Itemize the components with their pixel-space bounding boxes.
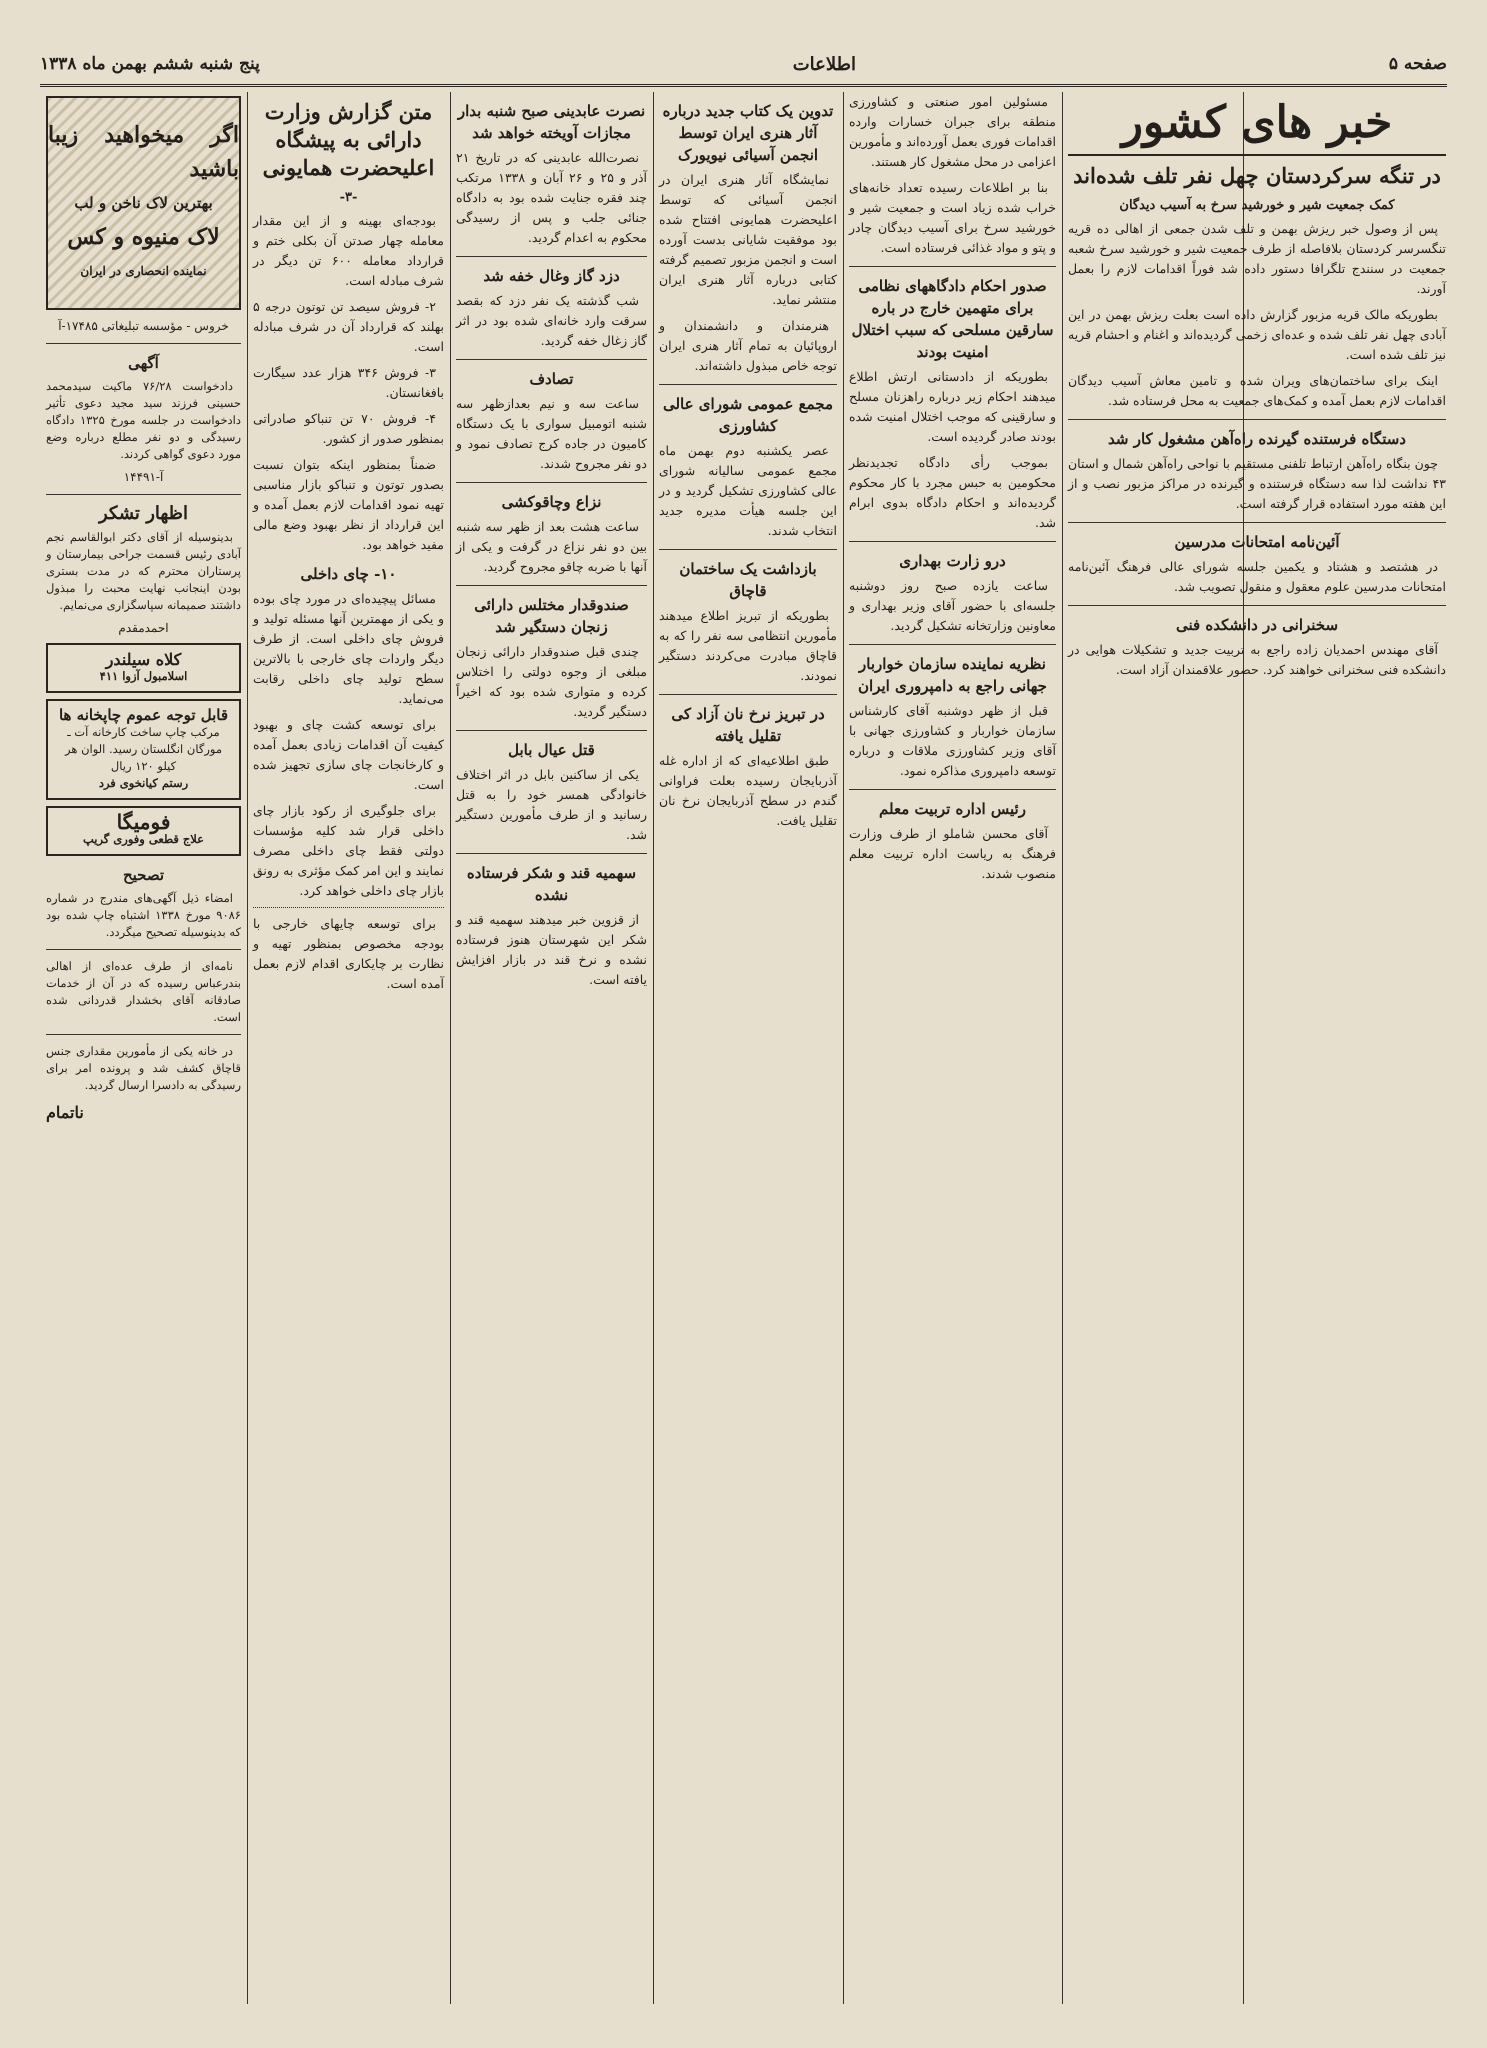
paragraph: امضاء ذیل آگهی‌های مندرج در شماره ۹۰۸۶ مورخ ۱۳۳۸ اشتباه چاپ شده بود که بدینوسیله تصحیح میگردد. xyxy=(46,891,241,939)
divider xyxy=(46,1034,241,1035)
paragraph: برای توسعه کشت چای و بهبود کیفیت آن اقدامات زیادی بعمل آمده و کارخانجات چای سازی تجهیز شده است. xyxy=(253,717,444,792)
paragraph: ساعت یازده صبح روز دوشنبه جلسه‌ای با حضور آقای وزیر بهداری و معاونین وزارتخانه تشکیل گردید. xyxy=(849,578,1056,633)
paragraph: طبق اطلاعیه‌ای که از اداره غله آذربایجان رسیده بعلت فراوانی گندم در سطح آذربایجان نرخ نان تقلیل یافت. xyxy=(659,753,837,828)
article-title: قتل عیال بابل xyxy=(508,741,595,759)
ad-body: مرکب چاپ ساخت کارخانه آت ـ مورگان انگلستان رسید. الوان هر کیلو ۱۲۰ ریال xyxy=(65,725,222,773)
article-title: مجمع عمومی شورای عالی کشاورزی xyxy=(662,395,833,435)
part-number: -۳- xyxy=(339,190,358,205)
ad-footer: رستم کیانخوی فرد xyxy=(98,776,189,790)
paragraph: چون بنگاه راه‌آهن ارتباط تلفنی مستقیم با نواحی راه‌آهن شمال و استان ۴۳ نداشت لذا سه دستگاه فرستنده و گیرنده در مراکز مزبور نصب و از این هفته مورد استفاده قرار گرفته است. xyxy=(1068,456,1446,511)
divider xyxy=(849,789,1056,790)
paragraph: ۴- فروش ۷۰ تن تنباکو صادراتی بمنظور صدور از کشور. xyxy=(253,411,444,446)
paragraph: بموجب رأی دادگاه تجدیدنظر محکومین به حبس مجرد با کار محکوم گردیده‌اند و احکام دادگاه بدوی ابرام شد. xyxy=(849,455,1056,530)
headline: در تنگه سرکردستان چهل نفر تلف شده‌اند xyxy=(1073,163,1441,188)
ad-title: فومیگا xyxy=(116,810,171,834)
notice-code: آ-۱۴۴۹۱ xyxy=(123,470,164,484)
ad-top-text: بهترین لاک ناخن و لب xyxy=(74,194,213,212)
article-title: متن گزارش وزارت دارائی به پیشگاه اعلیحضرت همایونی xyxy=(262,99,435,180)
divider xyxy=(456,256,647,257)
paragraph: هنرمندان و دانشمندان و اروپائیان به تمام آثار هنری ایران توجه خاص مبذول داشته‌اند. xyxy=(659,318,837,373)
article-title: سخنرانی در دانشکده فنی xyxy=(1175,616,1339,634)
paragraph: ۲- فروش سیصد تن توتون درجه ۵ بهلند که قرارداد آن در شرف مبادله است. xyxy=(253,299,444,354)
notice-title: آگهی xyxy=(128,354,159,372)
paragraph: پس از وصول خبر ریزش بهمن و تلف شدن جمعی از اهالی ده قریه تنگسرسر کردستان بلافاصله از طرف جمعیت شیر و خورشید سرخ شعبه جمعیت در سنندج تلگرافا دستور داده شد فوراً اقدامات لازم را بعمل آورند. xyxy=(1068,221,1446,296)
ad-slogan: اگر میخواهید زیبا باشید xyxy=(48,122,239,182)
paragraph: نمایشگاه آثار هنری ایران در انجمن آسیائی که توسط اعلیحضرت همایونی افتتاح شده بود موفقیت شایانی بدست آورده است و انجمن مزبور تصمیم گرفته کتابی درباره آثار هنری ایران منتشر نماید. xyxy=(659,172,837,307)
hat-ad xyxy=(46,643,241,693)
column-advertisements xyxy=(40,92,247,2008)
paragraph: اینک برای ساختمان‌های ویران شده و تامین معاش آسیب دیدگان اقدامات لازم بعمل آمده و کمک‌های جمعیت به محل فرستاده شد. xyxy=(1068,373,1446,408)
paragraph: بنا بر اطلاعات رسیده تعداد خانه‌های خراب شده زیاد است و جمعیت شیر و خورشید سرخ برای آسیب دیدگان چادر و پتو و مواد غذائی فرستاده است. xyxy=(849,180,1056,255)
article-title: صدور احکام دادگاههای نظامی برای متهمین خارج در باره سارقین مسلحی که سبب اختلال امنیت بودند xyxy=(851,277,1054,361)
paragraph: در خانه یکی از مأمورین مقداری جنس قاچاق کشف شد و پرونده امر برای رسیدگی به دادسرا ارسال گردید. xyxy=(46,1044,241,1092)
divider xyxy=(456,585,647,586)
paragraph: ضمناً بمنظور اینکه بتوان نسبت بصدور توتون و تنباکو بازار مناسبی تهیه نمود اقدامات لازم بعمل آمده و این قرارداد از نظر بهبود وضع مالی مفید خواهد بود. xyxy=(253,457,444,552)
paragraph: یکی از ساکنین بابل در اثر اختلاف خانوادگی همسر خود را به قتل رسانید و از طرف مأمورین دستگیر شد. xyxy=(456,767,647,842)
paragraph: بطوریکه از دادستانی ارتش اطلاع میدهند احکام زیر درباره راهزنان مسلح و سارقینی که موجب اختلال امنیت شده بودند صادر گردیده است. xyxy=(849,369,1056,444)
paragraph: شب گذشته یک نفر دزد که بقصد سرقت وارد خانه‌ای شده بود در اثر گاز زغال خفه گردید. xyxy=(456,293,647,348)
divider xyxy=(456,359,647,360)
divider xyxy=(1068,605,1446,606)
divider xyxy=(659,549,837,550)
divider xyxy=(659,384,837,385)
paragraph: آقای مهندس احمدیان زاده راجع به تربیت جدید و تشکیلات هوایی در دانشکده فنی سخنرانی خواهند کرد. حضور علاقمندان آزاد است. xyxy=(1068,642,1446,677)
masthead xyxy=(40,44,1447,87)
divider xyxy=(253,907,444,908)
paragraph: در هشتصد و هشتاد و یکمین جلسه شورای عالی فرهنگ آئین‌نامه امتحانات مدرسین علوم معقول و منقول تصویب شد. xyxy=(1068,559,1446,594)
article-title: تصادف xyxy=(529,370,574,388)
paragraph: دادخواست ۷۶/۲۸ ماکیت سیدمحمد حسینی فرزند سید مجید دعوی تأثیر دادخواست در جلسه مورخ ۱۳۲۵ دادگاه رسیدگی و دو نفر مطلع درباره وضع مورد دعوی گواهی کردند. xyxy=(46,379,241,461)
signature: احمدمقدم xyxy=(118,621,169,635)
article-title: نصرت عابدینی صبح شنبه بدار مجازات آویخته خواهد شد xyxy=(457,102,646,142)
divider xyxy=(46,949,241,950)
article-title: رئیس اداره تربیت معلم xyxy=(879,800,1026,818)
article-title: ۱۰- چای داخلی xyxy=(300,565,397,583)
article-title: بازداشت یک ساختمان قاچاق xyxy=(679,560,817,600)
paragraph: آقای محسن شاملو از طرف وزارت فرهنگ به ریاست اداره تربیت معلم منصوب شدند. xyxy=(849,826,1056,881)
thanks-title: اظهار تشکر xyxy=(98,503,188,524)
paragraph: برای جلوگیری از رکود بازار چای داخلی قرار شد کلیه مؤسسات دولتی فقط چای داخلی مصرف نمایند و این امر کمک مؤثری به رونق بازار چای داخلی خواهد کرد. xyxy=(253,803,444,898)
divider xyxy=(659,694,837,695)
subheadline: کمک جمعیت شیر و خورشید سرخ به آسیب دیدگان xyxy=(1119,198,1395,213)
paragraph: چندی قبل صندوقدار دارائی زنجان مبلغی از وجوه دولتی را اختلاس کرده و متواری شده بود که اخیراً دستگیر گردید. xyxy=(456,644,647,719)
column-domestic-news xyxy=(1062,92,1452,2008)
page-number: صفحه ۵ xyxy=(1388,54,1447,74)
article-title: تدوین یک کتاب جدید درباره آثار هنری ایران توسط انجمن آسیائی نیویورک xyxy=(662,102,834,164)
column-finance-report xyxy=(247,92,450,2008)
ad-code: خروس - مؤسسه تبلیغاتی ۱۷۴۸۵-آ xyxy=(58,319,229,333)
paragraph: عصر یکشنبه دوم بهمن ماه مجمع عمومی سالیانه شورای عالی کشاورزی تشکیل گردید و در این جلسه هیأت مدیره جدید انتخاب شدند. xyxy=(659,443,837,538)
paragraph: ۳- فروش ۳۴۶ هزار عدد سیگارت بافغانستان. xyxy=(253,365,444,400)
paragraph: قبل از ظهر دوشنبه آقای کارشناس سازمان خواربار و کشاورزی جهانی با آقای وزیر کشاورزی ملاقات و درباره توسعه دامپروری مذاکره نمود. xyxy=(849,703,1056,778)
column-art-agriculture xyxy=(653,92,843,2008)
article-title: دستگاه فرستنده گیرنده راه‌آهن مشغول کار شد xyxy=(1108,430,1406,448)
divider xyxy=(456,482,647,483)
article-title: دزد گاز وغال خفه شد xyxy=(483,267,620,285)
divider xyxy=(456,730,647,731)
article-title: آئین‌نامه امتحانات مدرسین xyxy=(1174,533,1340,551)
article-title: نزاع وچاقوکشی xyxy=(501,493,602,511)
paragraph: بطوریکه مالک قریه مزبور گزارش داده است بعلت ریزش بهمن در این آبادی چهل نفر تلف شده و عده‌ای زخمی گردیده‌اند و اغنام و احشام قریه نیز تلف شده است. xyxy=(1068,307,1446,362)
column-rule xyxy=(450,92,451,2004)
divider xyxy=(1068,419,1446,420)
medicine-ad xyxy=(46,806,241,856)
divider xyxy=(849,266,1056,267)
ad-title: کلاه سیلندر xyxy=(105,650,182,669)
paragraph: نصرت‌الله عابدینی که در تاریخ ۲۱ آذر و ۲۵ و ۲۶ آبان و ۱۳۳۸ مرتکب چند فقره جنایت شده بود به دادگاه جنائی جلب و پس از رسیدگی محکوم به اعدام گردید. xyxy=(456,150,648,245)
paragraph: مسائل پیچیده‌ای در مورد چای بوده و یکی از مهمترین آنها مسئله تولید و فروش چای داخلی است. از طرف دیگر واردات چای خارجی با بالاترین سطح تولید چای داخلی رقابت می‌نماید. xyxy=(253,591,444,706)
column-incidents xyxy=(450,92,653,2008)
ad-body: اسلامبول آزوا ۴۱۱ xyxy=(99,669,188,683)
divider xyxy=(46,343,241,344)
divider xyxy=(849,644,1056,645)
ad-body: علاج قطعی وفوری گریپ xyxy=(82,832,205,846)
divider xyxy=(1068,522,1446,523)
article-title: سهمیه قند و شکر فرستاده نشده xyxy=(466,864,637,904)
article-title: درو زارت بهداری xyxy=(899,552,1006,570)
paragraph: بطوریکه از تبریز اطلاع میدهند مأمورین انتظامی سه نفر را که به قاچاق مبادرت می‌کردند دستگیر نمودند. xyxy=(659,608,837,683)
issue-date: پنج شنبه ششم بهمن ماه ۱۳۳۸ xyxy=(40,54,260,74)
ad-title: قابل توجه عموم چاپخانه ها xyxy=(58,706,229,724)
article-title: صندوقدار مختلس دارائی زنجان دستگیر شد xyxy=(474,596,629,636)
paragraph: ساعت سه و نیم بعدازظهر سه شنبه اتومبیل سواری با یک دستگاه کامیون در جاده کرج تصادف نمود و دو نفر مجروح شدند. xyxy=(456,396,647,471)
article-title: نظریه نماینده سازمان خواربار جهانی راجع به دامپروری ایران xyxy=(858,655,1047,695)
paragraph: بودجه‌ای بهینه و از این مقدار معامله چهار صدتن آن بکلی ختم و قرارداد معامله ۶۰۰ تن دیگر در شرف مبادله است. xyxy=(253,213,444,288)
divider xyxy=(46,494,241,495)
paragraph: ساعت هشت بعد از ظهر سه شنبه بین دو نفر نزاع در گرفت و یکی از آنها با ضربه چاقو مجروح گردید. xyxy=(456,519,647,574)
paper-name: اطلاعات xyxy=(792,53,856,75)
continued-mark: ناتمام xyxy=(46,1103,84,1122)
ad-brand: لاک منیوه و کس xyxy=(67,224,220,250)
ad-footer: نماینده انحصاری در ایران xyxy=(80,264,207,278)
advertisement-illustration xyxy=(46,96,241,310)
paragraph: برای توسعه چایهای خارجی با بودجه مخصوص بمنظور تهیه و نظارت بر چایکاری اقدام لازم بعمل آمده است. xyxy=(253,916,444,991)
paragraph: مسئولین امور صنعتی و کشاورزی منطقه برای جبران خسارات وارده اقدامات فوری بعمل آورده‌اند و مأمورین اعزامی در محل مشغول کار هستند. xyxy=(849,94,1056,169)
paragraph: از قزوین خبر میدهند سهمیه قند و شکر این شهرستان هنوز فرستاده نشده و نرخ قند در بازار افزایش یافته است. xyxy=(456,912,647,987)
article-title: در تبریز نرخ نان آزاد کی تقلیل یافته xyxy=(671,705,825,745)
printing-ink-ad xyxy=(46,699,241,800)
paragraph: نامه‌ای از طرف عده‌ای از اهالی بندرعباس رسیده که در آن از خدمات صادقانه آقای بخشدار قدردانی شده است. xyxy=(46,959,241,1024)
divider xyxy=(849,541,1056,542)
paragraph: بدینوسیله از آقای دکتر ابوالقاسم نجم آبادی رئیس قسمت جراحی بیمارستان و پرستاران محترم که در مدت بستری بودن اینجانب نهایت محبت را مبذول داشتند صمیمانه سپاسگزاری می‌نمایم. xyxy=(46,530,241,612)
column-courts xyxy=(843,92,1062,2008)
section-title: خبر های کشور xyxy=(1068,96,1446,156)
correction-title: تصحیح xyxy=(122,866,165,884)
divider xyxy=(456,853,647,854)
